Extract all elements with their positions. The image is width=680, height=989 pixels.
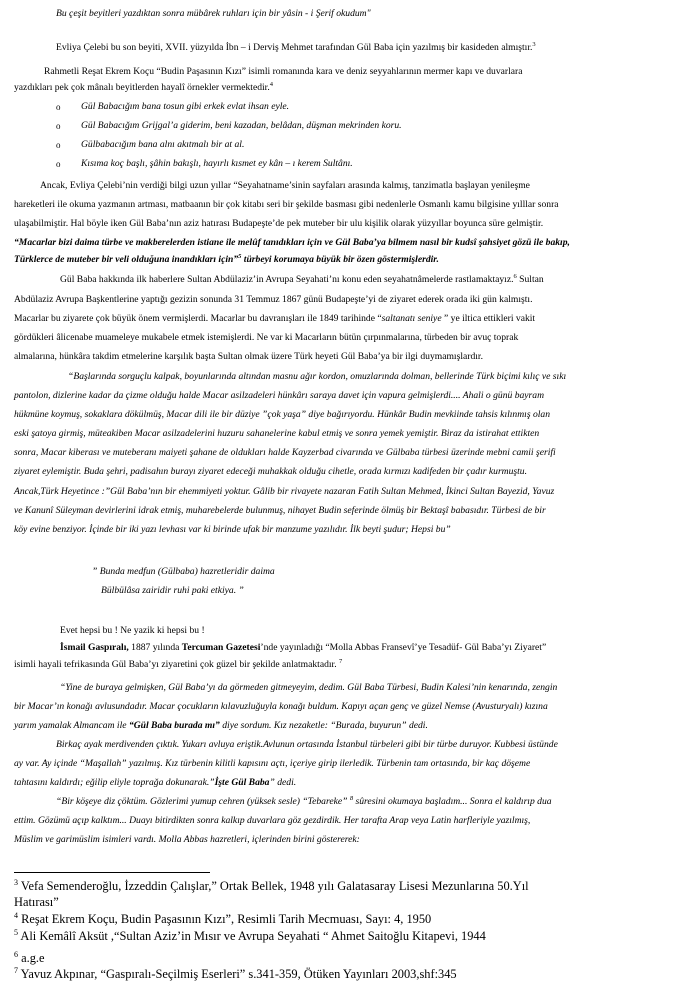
bullet-item: Gül Babacığım Grijgal’a giderim, beni kazadan, belâdan, düşman mekrinden koru.: [81, 120, 402, 131]
quote2-line: sonra, Macar kiberası ve muteberanı maiyeti şahane de oldukları halde Kayzerbad civarında ve Gülbaba türbesi üzerinde mebni camii şerifi: [14, 447, 556, 458]
para4-line2: Abdülaziz Avrupa Başkentlerine yaptığı gezizin sonunda 31 Temmuz 1867 günü Budapeşte’yi de ziyaret ederek orada iki gün kalmıştı.: [14, 294, 533, 305]
bullet-marker: o: [56, 121, 61, 131]
quote1-line1: “Macarlar bizi daima türbe ve makberelerden istiane ile melûf tanıdıkları için ve Gül Baba’ya bilmem nasıl bir kudsî şahsiyet gözü ile bakıp,: [14, 237, 570, 248]
bullet-marker: o: [56, 102, 61, 112]
quote3-bold: İşte Gül Baba: [214, 777, 270, 788]
footnote-3-cont: Hatırası”: [14, 895, 59, 909]
footnote-4: [14, 912, 431, 927]
footnote-6: [14, 951, 45, 966]
bullet-marker: o: [56, 159, 61, 169]
para2-text: yazdıkları pek çok mânalı beyitlerden hayalî örnekler vermektedir.: [14, 82, 270, 93]
quote2-line: köy evine benziyor. İçinde bir iki yazı levhası var ki birinde ufak bir manzume yazılıdır. İlk beyti şudur; Hepsi bu”: [14, 524, 451, 535]
para4-text-end: Sultan: [516, 274, 544, 285]
para1-line: [56, 42, 536, 54]
footnote-text: Vefa Semenderoğlu, İzzeddin Çalışlar,” Ortak Bellek, 1948 yılı Galatasaray Lisesi Mezunlarına 50.Yıl: [18, 879, 529, 893]
quote2-line: “Başlarında sorguçlu kalpak, boyunlarında altından masnu ağır kordon, omuzlarında dolman, bellerinde Türk biçimi kılıç ve sıkı: [68, 371, 567, 382]
footnote-number: 3: [14, 877, 18, 887]
para4-text: Macarlar bu ziyarete çok büyük önem vermişlerdi. Macarlar bu davranışları ile 1849 tarihinde “: [14, 313, 382, 324]
para4-line4: gördükleri âlicenabe muameleye mukabele etmek istemişlerdi. Ne var ki Macarların bütün çırpınmalarına, türbeden bir avuç toprak: [14, 332, 519, 343]
quote2-line: hükmüne koymuş, sokaklara dökülmüş, Macar dili ile bir düziye ”çok yaşa” diye bağırıyordu. Hünkâr Budin mevkiinde tahsis kılınmış olan: [14, 409, 551, 420]
footnote-5: [14, 929, 486, 944]
footnote-ref-8[interactable]: 8: [349, 794, 354, 802]
quote3-line: [14, 777, 296, 789]
quote3-line: Müslim ve garimüslim isimleri vardı. Molla Abbas hazretleri, içlerinden birini göstererek:: [14, 834, 360, 845]
bullet-item: Gül Babacığım bana tosun gibi erkek evlat ihsan eyle.: [81, 101, 290, 112]
quote3-line: bir Macar’ın konağı avlusundadır. Macar çocukların kılavuzluğuyla konağı buldum. Kapıyı açan genç ve güzel Nemse (Avusturyalı) kızına: [14, 701, 548, 712]
footnote-separator: [14, 872, 210, 873]
author-name: İsmail Gaspıralı,: [60, 642, 129, 653]
bullet-item: Kısıma koç başlı, şâhin bakışlı, hayırlı kısmet ey kân – ı kerem Sultânı.: [81, 158, 353, 169]
quote2-line: Ancak,Türk Heyetince :”Gül Baba’nın bir ehemmiyeti yoktur. Gâlib bir rivayete nazaran Fatih Sultan Mehmed, İkinci Sultan Bayezid, Yavuz: [14, 486, 555, 497]
para4-line3: [14, 313, 535, 325]
footnote-number: 4: [14, 910, 18, 920]
quote3-line: Birkaç ayak merdivenden çıktık. Yukarı avluya eriştik.Avlunun ortasında İstanbul türbeleri gibi bir türbe duruyor. Kubbesi üstünde: [56, 739, 558, 750]
footnote-text: a.g.e: [18, 951, 45, 965]
footnote-number: 7: [14, 965, 18, 975]
quote2-line: ve Kanunî Süleyman devirlerini idrak etmiş, muharebelerde bulunmuş, nihayet Budin seferinde ölmüş bir Bektaşî babasıdır. Türbesi de bir: [14, 505, 546, 516]
quote3-text-end: ” dedi.: [269, 777, 297, 788]
quote3-line: [56, 796, 552, 808]
quote3-line: ettim. Gözümü açıp kalktım... Duayı bitirdikten sonra kalkıp duvarlara göz gezdirdik. Her tarafta Arap veya Latin harfleriyle yazılmış,: [14, 815, 531, 826]
para5-line3: [14, 659, 342, 671]
para3-line1: Ancak, Evliya Çelebi’nin verdiği bilgi uzun yıllar “Seyahatname’sinin sayfaları arasında kalmış, tanzimatla başlayan yenileşme: [40, 180, 530, 191]
footnote-text: Ali Kemâlî Aksüt ,“Sultan Aziz’in Mısır ve Avrupa Seyahati “ Ahmet Saitoğlu Kitapevi, 1944: [18, 929, 486, 943]
footnote-ref-5[interactable]: 5: [238, 252, 242, 260]
quote2-line: eski şatoya girmiş, müteakiben Macar asilzadelerini huzuru sahanelerine kabul etmiş ve sonra yemek yemiştir. Biraz da istirahat ettikten: [14, 428, 540, 439]
para3-line3: ulaşabilmiştir. Hal böyle iken Gül Baba’nın aziz hatırası Budapeşte’de pek muteber bir ulu kişilik olarak yüzyıllar boyunca süre gelmiştir.: [14, 218, 544, 229]
footnote-ref-3[interactable]: 3: [532, 40, 536, 48]
quote1-tail: türbeyi korumaya büyük bir özen göstermişlerdir.: [241, 254, 439, 265]
para3-line2: hareketleri ile okuma yazmanın artması, matbaanın bir çok kitabı seri bir şekilde basması gibi nedenlerle Osmanlı kamu bilgisine yılllar sonra: [14, 199, 559, 210]
bullet-marker: o: [56, 140, 61, 150]
verse-line2: Bülbülâsa zairidir ruhi paki etkiya. ”: [101, 585, 244, 596]
quote3-bold: “Gül Baba burada mı”: [128, 720, 220, 731]
para5-text-end: ’nde yayınladığı “Molla Abbas Fransevî’ye Tesadüf- Gül Baba’yı Ziyaret”: [260, 642, 547, 653]
para2-line1: Rahmetli Reşat Ekrem Koçu “Budin Paşasının Kızı” isimli romanında kara ve deniz seyyahlarının mermer kapı ve duvarlara: [44, 66, 523, 77]
quote3-text-end: sûresini okumaya başladım... Sonra el kaldırıp dua: [353, 796, 552, 807]
para4-line5: almalarına, hünkâra takdim etmelerine karşılık başta Sultan olmak üzere Türk heyeti Gül Baba’ya bir ilgi duymamışlardır.: [14, 351, 483, 362]
footnote-3: [14, 879, 529, 894]
footnote-ref-7[interactable]: 7: [339, 657, 343, 665]
footnote-text: Reşat Ekrem Koçu, Budin Paşasının Kızı”, Resimli Tarih Mecmuası, Sayı: 4, 1950: [18, 912, 432, 926]
footnote-ref-6[interactable]: 6: [513, 272, 517, 280]
footnote-number: 6: [14, 949, 18, 959]
quote3-line: [14, 720, 428, 732]
para1-text: Evliya Çelebi bu son beyiti, XVII. yüzyılda İbn – i Derviş Mehmet tarafından Gül Baba için yazılmış bir kasideden almıştır.: [56, 42, 533, 53]
quote1-text: Türklerce de muteber bir veli olduğuna inandıkları için”: [14, 254, 239, 265]
bullet-item: Gülbabacığım bana alnı akıtmalı bir at al.: [81, 139, 245, 150]
intro-line: Bu çeşit beyitleri yazdıktan sonra mübârek ruhları için bir yâsin - i Şerif okudum": [56, 8, 371, 19]
quote3-text: tahtasını kaldırdı; eğilip eliyle toprağa dokunarak.”: [14, 777, 215, 788]
footnote-number: 5: [14, 927, 18, 937]
para4-text-end: ” ye iltica ettikleri vakit: [443, 313, 536, 324]
quote2-line: pantolon, dizlerine kadar da çizme olduğu halde Macar asilzadeleri hünkârı saraya davet için vapura gelmişlerdi.... Ahali o günü bayram: [14, 390, 544, 401]
quote3-text-end: diye sordum. Kız nezaketle: “Burada, buyurun” dedi.: [219, 720, 428, 731]
quote3-line: “Yine de buraya gelmişken, Gül Baba’yı da görmeden gitmeyeyim, dedim. Gül Baba Türbesi, Budin Kalesi’nin kenarında, zengin: [60, 682, 558, 693]
para4-line1: [60, 274, 544, 286]
para5-text: isimli hayali tefrikasında Gül Baba’yı ziyaretini çok güzel bir şekilde anlatmaktadır.: [14, 659, 340, 670]
footnote-ref-4[interactable]: 4: [269, 80, 273, 88]
footnote-7: [14, 967, 457, 982]
newspaper-name: Tercuman Gazetesi: [181, 642, 261, 653]
quote3-text: “Bir köşeye diz çöktüm. Gözlerimi yumup cehren (yüksek sesle) “Tebareke”: [56, 796, 350, 807]
para4-text: Gül Baba hakkında ilk haberlere Sultan Abdülaziz’in Avrupa Seyahati’nı konu eden seyahatnâmelerde rastlamaktayız.: [60, 274, 514, 285]
quote3-text: yarım yamalak Almancam ile: [14, 720, 129, 731]
verse-line1: ” Bunda medfun (Gülbaba) hazretleridir daima: [92, 566, 275, 577]
para5-line1: Evet hepsi bu ! Ne yazik ki hepsi bu !: [60, 625, 205, 636]
para5-text: 1887 yılında: [128, 642, 182, 653]
para5-line2: [60, 642, 546, 654]
quote3-line: ay var. Ay içinde “Maşallah” yazılmış. Kız türbenin kilitli kapısını açtı, içeriye girip ilerledik. Türbenin tam ortasında, bir kaç döşeme: [14, 758, 531, 769]
quote1-line2: [14, 254, 439, 266]
footnote-text: Yavuz Akpınar, “Gaspıralı-Seçilmiş Eserleri” s.341-359, Ötüken Yayınları 2003,shf:345: [18, 967, 457, 981]
quote2-line: ziyaret eylemiştir. Buda şehri, padisahın burayı ziyaret edeceği muhakkak olduğu cihetle, orada kırmızı kadifeden bir çadır kurmuştu.: [14, 466, 527, 477]
para4-italic: saltanatı seniye: [381, 313, 444, 324]
para2-line2: [14, 82, 273, 94]
